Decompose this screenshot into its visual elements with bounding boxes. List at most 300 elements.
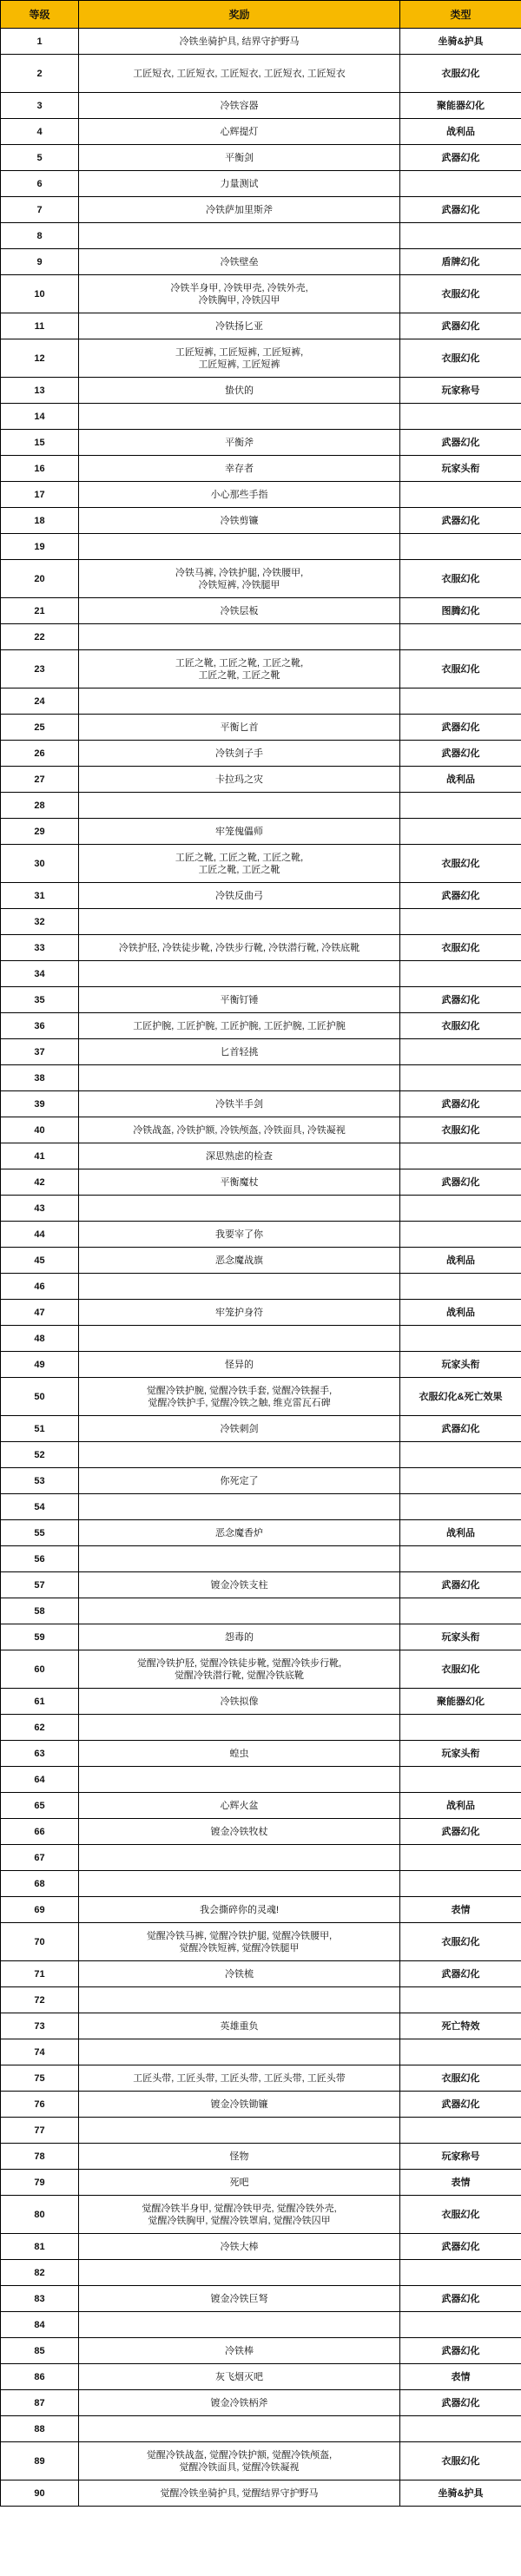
level-cell: 48 bbox=[1, 1326, 79, 1352]
level-cell: 23 bbox=[1, 650, 79, 688]
type-cell: 衣服幻化 bbox=[400, 845, 521, 883]
type-cell bbox=[400, 688, 521, 715]
type-cell: 武器幻化 bbox=[400, 313, 521, 339]
reward-cell: 牢笼傀儡师 bbox=[79, 819, 400, 845]
level-cell: 45 bbox=[1, 1248, 79, 1274]
table-row bbox=[1, 2312, 521, 2338]
type-cell: 衣服幻化 bbox=[400, 1117, 521, 1143]
reward-cell bbox=[79, 1767, 400, 1793]
type-cell: 武器幻化 bbox=[400, 1572, 521, 1598]
table-row bbox=[1, 2338, 521, 2364]
reward-cell: 我会撕碎你的灵魂! bbox=[79, 1897, 400, 1923]
type-cell: 表情 bbox=[400, 2364, 521, 2390]
table-row bbox=[1, 1520, 521, 1546]
type-cell bbox=[400, 2118, 521, 2144]
type-cell: 战利品 bbox=[400, 767, 521, 793]
reward-cell: 心辉火盆 bbox=[79, 1793, 400, 1819]
reward-cell: 冷铁萨加里斯斧 bbox=[79, 197, 400, 223]
header-level: 等级 bbox=[1, 1, 79, 29]
type-cell: 武器幻化 bbox=[400, 741, 521, 767]
reward-cell: 工匠头带, 工匠头带, 工匠头带, 工匠头带, 工匠头带 bbox=[79, 2065, 400, 2092]
table-row bbox=[1, 1546, 521, 1572]
level-cell: 12 bbox=[1, 339, 79, 378]
reward-cell bbox=[79, 1196, 400, 1222]
level-cell: 50 bbox=[1, 1378, 79, 1416]
reward-cell: 冷铁扬匕亚 bbox=[79, 313, 400, 339]
reward-cell bbox=[79, 1494, 400, 1520]
reward-cell bbox=[79, 1987, 400, 2013]
table-row bbox=[1, 624, 521, 650]
type-cell bbox=[400, 624, 521, 650]
reward-cell: 冷铁容器 bbox=[79, 93, 400, 119]
level-cell: 73 bbox=[1, 2013, 79, 2039]
table-row bbox=[1, 1897, 521, 1923]
table-row bbox=[1, 2260, 521, 2286]
reward-cell: 工匠之靴, 工匠之靴, 工匠之靴, 工匠之靴, 工匠之靴 bbox=[79, 650, 400, 688]
level-cell: 14 bbox=[1, 404, 79, 430]
level-cell: 39 bbox=[1, 1091, 79, 1117]
table-row bbox=[1, 1598, 521, 1624]
type-cell bbox=[400, 223, 521, 249]
level-cell: 10 bbox=[1, 275, 79, 313]
type-cell: 衣服幻化 bbox=[400, 935, 521, 961]
table-row bbox=[1, 1689, 521, 1715]
table-row bbox=[1, 560, 521, 598]
table-row bbox=[1, 29, 521, 55]
level-cell: 69 bbox=[1, 1897, 79, 1923]
level-cell: 47 bbox=[1, 1300, 79, 1326]
reward-cell: 英雄重负 bbox=[79, 2013, 400, 2039]
reward-cell: 冷铁壁垒 bbox=[79, 249, 400, 275]
level-cell: 86 bbox=[1, 2364, 79, 2390]
table-row bbox=[1, 715, 521, 741]
level-cell: 34 bbox=[1, 961, 79, 987]
level-cell: 88 bbox=[1, 2416, 79, 2442]
level-cell: 41 bbox=[1, 1143, 79, 1169]
level-cell: 30 bbox=[1, 845, 79, 883]
reward-cell bbox=[79, 793, 400, 819]
level-cell: 7 bbox=[1, 197, 79, 223]
level-cell: 56 bbox=[1, 1546, 79, 1572]
type-cell: 衣服幻化 bbox=[400, 339, 521, 378]
level-cell: 61 bbox=[1, 1689, 79, 1715]
table-row bbox=[1, 171, 521, 197]
type-cell: 玩家称号 bbox=[400, 2144, 521, 2170]
level-cell: 1 bbox=[1, 29, 79, 55]
table-row bbox=[1, 145, 521, 171]
table-row bbox=[1, 793, 521, 819]
type-cell bbox=[400, 1598, 521, 1624]
type-cell bbox=[400, 2260, 521, 2286]
reward-cell: 冷铁护胫, 冷铁徒步靴, 冷铁步行靴, 冷铁潜行靴, 冷铁底靴 bbox=[79, 935, 400, 961]
type-cell bbox=[400, 1715, 521, 1741]
level-cell: 19 bbox=[1, 534, 79, 560]
type-cell: 玩家头衔 bbox=[400, 1741, 521, 1767]
level-cell: 21 bbox=[1, 598, 79, 624]
level-cell: 33 bbox=[1, 935, 79, 961]
table-row bbox=[1, 508, 521, 534]
reward-cell bbox=[79, 1546, 400, 1572]
table-row bbox=[1, 909, 521, 935]
type-cell: 死亡特效 bbox=[400, 2013, 521, 2039]
type-cell: 表情 bbox=[400, 1897, 521, 1923]
type-cell: 武器幻化 bbox=[400, 2338, 521, 2364]
table-row bbox=[1, 430, 521, 456]
level-cell: 64 bbox=[1, 1767, 79, 1793]
type-cell bbox=[400, 404, 521, 430]
level-cell: 54 bbox=[1, 1494, 79, 1520]
level-cell: 52 bbox=[1, 1442, 79, 1468]
type-cell: 图腾幻化 bbox=[400, 598, 521, 624]
level-cell: 31 bbox=[1, 883, 79, 909]
table-row bbox=[1, 987, 521, 1013]
type-cell: 衣服幻化 bbox=[400, 1923, 521, 1961]
table-row bbox=[1, 1039, 521, 1065]
level-cell: 59 bbox=[1, 1624, 79, 1650]
table-row bbox=[1, 55, 521, 93]
table-row bbox=[1, 935, 521, 961]
reward-cell: 觉醒冷铁半身甲, 觉醒冷铁甲壳, 觉醒冷铁外壳, 觉醒冷铁胸甲, 觉醒冷铁罩肩, 觉醒冷铁囚甲 bbox=[79, 2196, 400, 2234]
table-row bbox=[1, 2416, 521, 2442]
header-reward: 奖励 bbox=[79, 1, 400, 29]
type-cell bbox=[400, 909, 521, 935]
table-row bbox=[1, 2480, 521, 2507]
level-cell: 42 bbox=[1, 1169, 79, 1196]
type-cell bbox=[400, 1222, 521, 1248]
type-cell bbox=[400, 1196, 521, 1222]
table-row bbox=[1, 845, 521, 883]
reward-cell: 冷铁剑子手 bbox=[79, 741, 400, 767]
level-cell: 25 bbox=[1, 715, 79, 741]
type-cell: 衣服幻化 bbox=[400, 650, 521, 688]
table-row bbox=[1, 2364, 521, 2390]
level-cell: 20 bbox=[1, 560, 79, 598]
level-cell: 51 bbox=[1, 1416, 79, 1442]
level-cell: 89 bbox=[1, 2442, 79, 2480]
level-cell: 49 bbox=[1, 1352, 79, 1378]
type-cell: 武器幻化 bbox=[400, 2092, 521, 2118]
table-row bbox=[1, 378, 521, 404]
reward-cell: 冷铁刺剑 bbox=[79, 1416, 400, 1442]
type-cell bbox=[400, 961, 521, 987]
reward-cell: 深思熟虑的检查 bbox=[79, 1143, 400, 1169]
reward-cell bbox=[79, 1871, 400, 1897]
type-cell: 武器幻化 bbox=[400, 883, 521, 909]
level-cell: 76 bbox=[1, 2092, 79, 2118]
reward-cell bbox=[79, 1326, 400, 1352]
table-row bbox=[1, 2092, 521, 2118]
level-cell: 9 bbox=[1, 249, 79, 275]
table-row bbox=[1, 1274, 521, 1300]
type-cell: 战利品 bbox=[400, 1793, 521, 1819]
reward-cell: 平衡剑 bbox=[79, 145, 400, 171]
table-row bbox=[1, 1819, 521, 1845]
type-cell: 武器幻化 bbox=[400, 197, 521, 223]
reward-cell: 力量测试 bbox=[79, 171, 400, 197]
type-cell: 战利品 bbox=[400, 1300, 521, 1326]
reward-cell: 平衡钉锤 bbox=[79, 987, 400, 1013]
level-cell: 77 bbox=[1, 2118, 79, 2144]
reward-cell bbox=[79, 404, 400, 430]
reward-cell bbox=[79, 1715, 400, 1741]
table-row bbox=[1, 1326, 521, 1352]
type-cell bbox=[400, 171, 521, 197]
reward-cell: 觉醒冷铁马裤, 觉醒冷铁护腿, 觉醒冷铁腰甲, 觉醒冷铁短裤, 觉醒冷铁腿甲 bbox=[79, 1923, 400, 1961]
table-row bbox=[1, 767, 521, 793]
type-cell: 武器幻化 bbox=[400, 2390, 521, 2416]
type-cell bbox=[400, 1494, 521, 1520]
reward-cell bbox=[79, 909, 400, 935]
table-row bbox=[1, 1248, 521, 1274]
table-row bbox=[1, 741, 521, 767]
type-cell bbox=[400, 482, 521, 508]
table-row bbox=[1, 1741, 521, 1767]
level-cell: 63 bbox=[1, 1741, 79, 1767]
level-cell: 66 bbox=[1, 1819, 79, 1845]
table-row bbox=[1, 197, 521, 223]
table-row bbox=[1, 1871, 521, 1897]
type-cell: 衣服幻化 bbox=[400, 1650, 521, 1689]
level-cell: 70 bbox=[1, 1923, 79, 1961]
level-cell: 36 bbox=[1, 1013, 79, 1039]
reward-cell: 冷铁层板 bbox=[79, 598, 400, 624]
level-cell: 3 bbox=[1, 93, 79, 119]
level-cell: 82 bbox=[1, 2260, 79, 2286]
type-cell: 武器幻化 bbox=[400, 715, 521, 741]
table-row bbox=[1, 482, 521, 508]
table-row bbox=[1, 313, 521, 339]
reward-cell: 冷铁剪镰 bbox=[79, 508, 400, 534]
reward-cell: 蛰伏的 bbox=[79, 378, 400, 404]
type-cell: 战利品 bbox=[400, 1520, 521, 1546]
table-row bbox=[1, 2196, 521, 2234]
reward-cell: 小心那些手指 bbox=[79, 482, 400, 508]
table-row bbox=[1, 2039, 521, 2065]
reward-cell: 恶念魔香炉 bbox=[79, 1520, 400, 1546]
reward-cell: 平衡魔杖 bbox=[79, 1169, 400, 1196]
type-cell bbox=[400, 1845, 521, 1871]
type-cell bbox=[400, 1987, 521, 2013]
type-cell bbox=[400, 2416, 521, 2442]
type-cell bbox=[400, 1767, 521, 1793]
table-row bbox=[1, 688, 521, 715]
level-cell: 18 bbox=[1, 508, 79, 534]
type-cell bbox=[400, 1546, 521, 1572]
table-row bbox=[1, 1196, 521, 1222]
table-row bbox=[1, 1987, 521, 2013]
table-row bbox=[1, 598, 521, 624]
reward-cell: 冷铁棒 bbox=[79, 2338, 400, 2364]
table-row bbox=[1, 1494, 521, 1520]
level-cell: 5 bbox=[1, 145, 79, 171]
type-cell: 坐骑&护具 bbox=[400, 2480, 521, 2507]
type-cell: 武器幻化 bbox=[400, 987, 521, 1013]
reward-cell: 镀金冷铁巨弩 bbox=[79, 2286, 400, 2312]
table-body bbox=[1, 29, 521, 2507]
reward-cell: 死吧 bbox=[79, 2170, 400, 2196]
table-row bbox=[1, 1416, 521, 1442]
table-row bbox=[1, 1091, 521, 1117]
reward-cell: 工匠短裤, 工匠短裤, 工匠短裤, 工匠短裤, 工匠短裤 bbox=[79, 339, 400, 378]
header-type: 类型 bbox=[400, 1, 521, 29]
table-row bbox=[1, 275, 521, 313]
table-row bbox=[1, 1572, 521, 1598]
table-row bbox=[1, 1767, 521, 1793]
reward-cell: 冷铁拟像 bbox=[79, 1689, 400, 1715]
reward-cell bbox=[79, 1274, 400, 1300]
table-row bbox=[1, 2286, 521, 2312]
reward-cell: 平衡匕首 bbox=[79, 715, 400, 741]
reward-cell bbox=[79, 2039, 400, 2065]
level-cell: 90 bbox=[1, 2480, 79, 2507]
type-cell: 衣服幻化 bbox=[400, 275, 521, 313]
reward-cell: 我要宰了你 bbox=[79, 1222, 400, 1248]
type-cell bbox=[400, 1065, 521, 1091]
type-cell: 武器幻化 bbox=[400, 145, 521, 171]
table-row bbox=[1, 1222, 521, 1248]
reward-cell: 冷铁马裤, 冷铁护腿, 冷铁腰甲, 冷铁短裤, 冷铁腿甲 bbox=[79, 560, 400, 598]
level-cell: 80 bbox=[1, 2196, 79, 2234]
level-cell: 11 bbox=[1, 313, 79, 339]
type-cell: 衣服幻化 bbox=[400, 560, 521, 598]
reward-cell: 蝗虫 bbox=[79, 1741, 400, 1767]
level-cell: 6 bbox=[1, 171, 79, 197]
reward-cell: 平衡斧 bbox=[79, 430, 400, 456]
reward-cell bbox=[79, 1845, 400, 1871]
level-cell: 27 bbox=[1, 767, 79, 793]
reward-cell bbox=[79, 1065, 400, 1091]
type-cell: 武器幻化 bbox=[400, 1091, 521, 1117]
reward-cell bbox=[79, 688, 400, 715]
type-cell: 武器幻化 bbox=[400, 2234, 521, 2260]
type-cell: 武器幻化 bbox=[400, 1819, 521, 1845]
table-row bbox=[1, 534, 521, 560]
table-row bbox=[1, 2170, 521, 2196]
level-cell: 16 bbox=[1, 456, 79, 482]
table-row bbox=[1, 249, 521, 275]
type-cell bbox=[400, 1274, 521, 1300]
level-cell: 65 bbox=[1, 1793, 79, 1819]
table-row bbox=[1, 1300, 521, 1326]
type-cell bbox=[400, 1871, 521, 1897]
table-row bbox=[1, 1650, 521, 1689]
level-cell: 68 bbox=[1, 1871, 79, 1897]
reward-cell: 冷铁半手剑 bbox=[79, 1091, 400, 1117]
type-cell: 衣服幻化 bbox=[400, 2442, 521, 2480]
table-row bbox=[1, 883, 521, 909]
type-cell: 武器幻化 bbox=[400, 1169, 521, 1196]
level-cell: 26 bbox=[1, 741, 79, 767]
level-cell: 38 bbox=[1, 1065, 79, 1091]
level-cell: 40 bbox=[1, 1117, 79, 1143]
level-cell: 62 bbox=[1, 1715, 79, 1741]
level-cell: 78 bbox=[1, 2144, 79, 2170]
level-cell: 84 bbox=[1, 2312, 79, 2338]
type-cell: 武器幻化 bbox=[400, 430, 521, 456]
level-cell: 72 bbox=[1, 1987, 79, 2013]
type-cell: 武器幻化 bbox=[400, 508, 521, 534]
reward-cell: 怪异的 bbox=[79, 1352, 400, 1378]
table-row bbox=[1, 223, 521, 249]
reward-cell bbox=[79, 2260, 400, 2286]
header-row bbox=[1, 1, 521, 29]
reward-cell: 你死定了 bbox=[79, 1468, 400, 1494]
table-row bbox=[1, 1117, 521, 1143]
type-cell: 玩家头衔 bbox=[400, 1624, 521, 1650]
table-row bbox=[1, 1065, 521, 1091]
reward-cell bbox=[79, 2312, 400, 2338]
table-row bbox=[1, 1352, 521, 1378]
type-cell bbox=[400, 2039, 521, 2065]
reward-cell: 卡拉玛之灾 bbox=[79, 767, 400, 793]
level-cell: 15 bbox=[1, 430, 79, 456]
level-cell: 22 bbox=[1, 624, 79, 650]
type-cell: 坐骑&护具 bbox=[400, 29, 521, 55]
type-cell: 玩家头衔 bbox=[400, 1352, 521, 1378]
level-cell: 35 bbox=[1, 987, 79, 1013]
type-cell: 聚能器幻化 bbox=[400, 1689, 521, 1715]
table-row bbox=[1, 119, 521, 145]
type-cell bbox=[400, 819, 521, 845]
type-cell bbox=[400, 793, 521, 819]
level-cell: 32 bbox=[1, 909, 79, 935]
level-cell: 57 bbox=[1, 1572, 79, 1598]
reward-cell: 牢笼护身符 bbox=[79, 1300, 400, 1326]
type-cell: 盾牌幻化 bbox=[400, 249, 521, 275]
level-cell: 29 bbox=[1, 819, 79, 845]
reward-cell bbox=[79, 961, 400, 987]
type-cell: 武器幻化 bbox=[400, 2286, 521, 2312]
type-cell: 战利品 bbox=[400, 119, 521, 145]
type-cell: 衣服幻化 bbox=[400, 2196, 521, 2234]
type-cell bbox=[400, 1326, 521, 1352]
reward-cell bbox=[79, 534, 400, 560]
level-cell: 24 bbox=[1, 688, 79, 715]
reward-cell: 冷铁半身甲, 冷铁甲壳, 冷铁外壳, 冷铁胸甲, 冷铁囚甲 bbox=[79, 275, 400, 313]
level-cell: 83 bbox=[1, 2286, 79, 2312]
reward-cell: 工匠短衣, 工匠短衣, 工匠短衣, 工匠短衣, 工匠短衣 bbox=[79, 55, 400, 93]
table-row bbox=[1, 1013, 521, 1039]
level-cell: 74 bbox=[1, 2039, 79, 2065]
reward-cell bbox=[79, 624, 400, 650]
table-row bbox=[1, 2065, 521, 2092]
type-cell bbox=[400, 534, 521, 560]
table-row bbox=[1, 2390, 521, 2416]
reward-cell: 镀金冷铁柄斧 bbox=[79, 2390, 400, 2416]
type-cell: 衣服幻化 bbox=[400, 2065, 521, 2092]
reward-cell: 灰飞烟灭吧 bbox=[79, 2364, 400, 2390]
reward-cell: 冷铁大棒 bbox=[79, 2234, 400, 2260]
reward-cell bbox=[79, 1598, 400, 1624]
table-row bbox=[1, 2144, 521, 2170]
table-row bbox=[1, 2442, 521, 2480]
reward-cell: 觉醒冷铁护胫, 觉醒冷铁徒步靴, 觉醒冷铁步行靴, 觉醒冷铁潜行靴, 觉醒冷铁底靴 bbox=[79, 1650, 400, 1689]
table-row bbox=[1, 1143, 521, 1169]
reward-cell: 怪物 bbox=[79, 2144, 400, 2170]
level-cell: 71 bbox=[1, 1961, 79, 1987]
reward-cell: 恶念魔战旗 bbox=[79, 1248, 400, 1274]
reward-cell: 工匠护腕, 工匠护腕, 工匠护腕, 工匠护腕, 工匠护腕 bbox=[79, 1013, 400, 1039]
type-cell: 战利品 bbox=[400, 1248, 521, 1274]
level-cell: 4 bbox=[1, 119, 79, 145]
type-cell: 玩家称号 bbox=[400, 378, 521, 404]
reward-cell: 匕首轻挑 bbox=[79, 1039, 400, 1065]
type-cell: 衣服幻化&死亡效果 bbox=[400, 1378, 521, 1416]
reward-cell: 觉醒冷铁护腕, 觉醒冷铁手套, 觉醒冷铁握手, 觉醒冷铁护手, 觉醒冷铁之触, 维克雷瓦石碑 bbox=[79, 1378, 400, 1416]
level-cell: 75 bbox=[1, 2065, 79, 2092]
level-cell: 79 bbox=[1, 2170, 79, 2196]
level-cell: 55 bbox=[1, 1520, 79, 1546]
